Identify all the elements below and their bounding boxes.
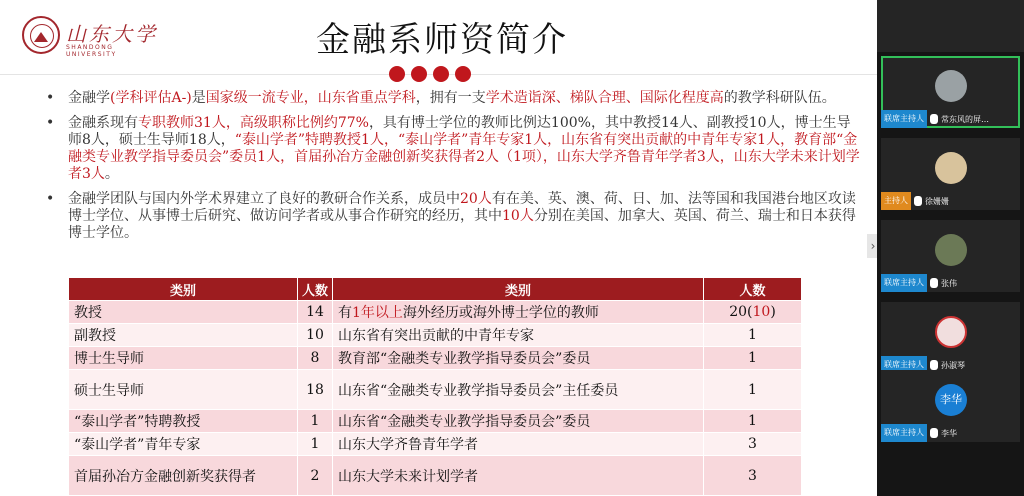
avatar xyxy=(935,152,967,184)
cell-text: 有 xyxy=(338,305,352,321)
role-badge: 联席主持人 xyxy=(881,356,927,374)
logo-text-en: SHANDONG UNIVERSITY xyxy=(66,44,117,58)
count-cell: 18 xyxy=(298,370,333,410)
category-cell: 副教授 xyxy=(69,324,298,347)
bullet-item xyxy=(44,115,864,183)
dot-icon xyxy=(389,66,405,82)
participant-tile[interactable] xyxy=(881,220,1020,292)
cell-text: 20( xyxy=(729,304,753,320)
role-badge: 联席主持人 xyxy=(881,424,927,442)
count-cell xyxy=(704,301,802,324)
participant-tile[interactable] xyxy=(881,370,1020,442)
table-row xyxy=(69,410,802,433)
count-cell xyxy=(704,324,802,347)
count-cell: 1 xyxy=(298,410,333,433)
table-header-row xyxy=(69,278,802,301)
cell-text: 1 xyxy=(748,381,757,398)
category-cell xyxy=(333,370,704,410)
category-cell xyxy=(333,324,704,347)
participant-tag xyxy=(881,110,1020,128)
body-text: 金融学 xyxy=(68,90,110,106)
table-row xyxy=(69,301,802,324)
avatar xyxy=(935,234,967,266)
category-cell: “泰山学者”特聘教授 xyxy=(69,410,298,433)
logo-text-cn: 山东大学 xyxy=(66,22,158,46)
highlighted-text: “泰山学者”特聘教授1人，“泰山学者”青年专家1人，山东省有突出贡献的中青年专家1人，教育部“金融类专业教学指导委员会”委员1人，首届孙冶方金融创新奖获得者2人（1项），山东大学齐鲁青年学者3人，山东大学未来计划学者3人 xyxy=(68,132,860,182)
participant-panel xyxy=(877,0,1024,496)
table-row xyxy=(69,456,802,496)
table-row xyxy=(69,370,802,410)
microphone-icon[interactable] xyxy=(930,428,938,438)
cell-text: 1 xyxy=(748,350,757,366)
count-cell: 10 xyxy=(298,324,333,347)
avatar xyxy=(935,316,967,348)
faculty-table xyxy=(68,277,802,496)
cell-text: 3 xyxy=(748,436,757,452)
count-cell xyxy=(704,370,802,410)
body-text: 金融学团队与国内外学术界建立了良好的教研合作关系，成员中 xyxy=(68,191,460,207)
participant-name: 常东风的屏… xyxy=(941,114,989,124)
dot-icon xyxy=(455,66,471,82)
count-cell xyxy=(704,433,802,456)
category-cell: 教授 xyxy=(69,301,298,324)
role-badge: 主持人 xyxy=(881,192,911,210)
dot-icon xyxy=(433,66,449,82)
count-cell: 8 xyxy=(298,347,333,370)
category-cell xyxy=(333,456,704,496)
count-cell: 1 xyxy=(298,433,333,456)
cell-text: 山东大学齐鲁青年学者 xyxy=(338,437,478,453)
cell-text: 海外经历或海外博士学位的教师 xyxy=(402,305,599,321)
participant-tile[interactable] xyxy=(881,56,1020,128)
table-row xyxy=(69,324,802,347)
category-cell xyxy=(333,433,704,456)
cell-text: ) xyxy=(770,304,776,320)
header-category-1: 类别 xyxy=(69,278,298,301)
role-badge: 联席主持人 xyxy=(881,274,927,292)
highlighted-text: 学术造诣深、梯队合理、国际化程度高 xyxy=(485,90,724,106)
category-cell: 硕士生导师 xyxy=(69,370,298,410)
count-cell xyxy=(704,410,802,433)
slide-next-arrow[interactable]: › xyxy=(867,234,879,258)
cell-text: 山东大学未来计划学者 xyxy=(338,468,478,485)
cell-text: 1 xyxy=(748,413,757,429)
highlighted-text: 10人 xyxy=(502,208,534,224)
avatar: 李华 xyxy=(935,384,967,416)
microphone-icon[interactable] xyxy=(930,278,938,288)
cell-text: 1 xyxy=(748,327,757,343)
body-text: ，拥有一支 xyxy=(415,90,486,106)
participant-name: 张伟 xyxy=(941,278,957,288)
participant-name: 李华 xyxy=(941,428,957,438)
cell-text: 3 xyxy=(748,467,757,484)
category-cell: 首届孙冶方金融创新奖获得者 xyxy=(69,456,298,496)
category-cell: “泰山学者”青年专家 xyxy=(69,433,298,456)
cell-text: 教育部“金融类专业教学指导委员会”委员 xyxy=(338,351,591,367)
microphone-icon[interactable] xyxy=(914,196,922,206)
body-text: 金融系现有 xyxy=(68,115,138,131)
cell-highlight: 10 xyxy=(752,304,771,320)
bullet-list xyxy=(44,90,864,250)
body-text: 分别在美国、加拿大、英国、荷兰、瑞士和日本获得博士学位。 xyxy=(68,208,856,241)
table-row xyxy=(69,433,802,456)
decorative-dots xyxy=(389,66,471,82)
body-text: 。 xyxy=(104,166,119,182)
body-text: 的教学科研队伍。 xyxy=(723,90,836,106)
count-cell: 14 xyxy=(298,301,333,324)
role-badge: 联席主持人 xyxy=(881,110,927,128)
body-text: 是 xyxy=(191,90,206,106)
body-text: ，具有博士学位的教师比例达100%，其中教授14人、副教授10人，博士生导师8人，硕士生导师18人， xyxy=(68,115,851,148)
microphone-icon[interactable] xyxy=(930,360,938,370)
participant-tag xyxy=(881,424,1020,442)
count-cell: 2 xyxy=(298,456,333,496)
avatar xyxy=(935,70,967,102)
category-cell xyxy=(333,410,704,433)
highlighted-text: 专职教师31人，高级职称比例约77% xyxy=(138,115,369,131)
cell-highlight: 1年以上 xyxy=(352,305,403,321)
highlighted-text: (学科评估A-) xyxy=(110,90,192,106)
cell-text: 山东省“金融类专业教学指导委员会”委员 xyxy=(338,414,591,430)
highlighted-text: 国家级一流专业，山东省重点学科 xyxy=(205,90,416,106)
header-category-2: 类别 xyxy=(333,278,704,301)
participant-tag xyxy=(881,274,1020,292)
highlighted-text: 20人 xyxy=(460,191,492,207)
participant-name: 徐姗姗 xyxy=(925,196,949,206)
bullet-item xyxy=(44,191,864,242)
count-cell xyxy=(704,347,802,370)
participant-tag xyxy=(881,192,1020,210)
participant-name: 孙淑琴 xyxy=(941,360,965,370)
dot-icon xyxy=(411,66,427,82)
slide-title: 金融系师资简介 xyxy=(316,20,568,60)
bullet-item xyxy=(44,90,864,107)
microphone-icon[interactable] xyxy=(930,114,938,124)
panel-header xyxy=(877,0,1024,52)
university-logo xyxy=(22,16,162,58)
header-count-2: 人数 xyxy=(704,278,802,301)
cell-text: 山东省“金融类专业教学指导委员会”主任委员 xyxy=(338,382,619,399)
category-cell xyxy=(333,301,704,324)
body-text: 有在美、英、澳、荷、日、加、法等国和我国港台地区攻读博士学位、从事博士后研究、做访问学者或从事合作研究的经历，其中 xyxy=(68,191,856,224)
participant-tile[interactable] xyxy=(881,138,1020,210)
cell-text: 山东省有突出贡献的中青年专家 xyxy=(338,328,534,344)
category-cell xyxy=(333,347,704,370)
header-count-1: 人数 xyxy=(298,278,333,301)
university-seal-icon xyxy=(22,16,60,54)
table-row xyxy=(69,347,802,370)
category-cell: 博士生导师 xyxy=(69,347,298,370)
participant-tile[interactable] xyxy=(881,302,1020,374)
count-cell xyxy=(704,456,802,496)
